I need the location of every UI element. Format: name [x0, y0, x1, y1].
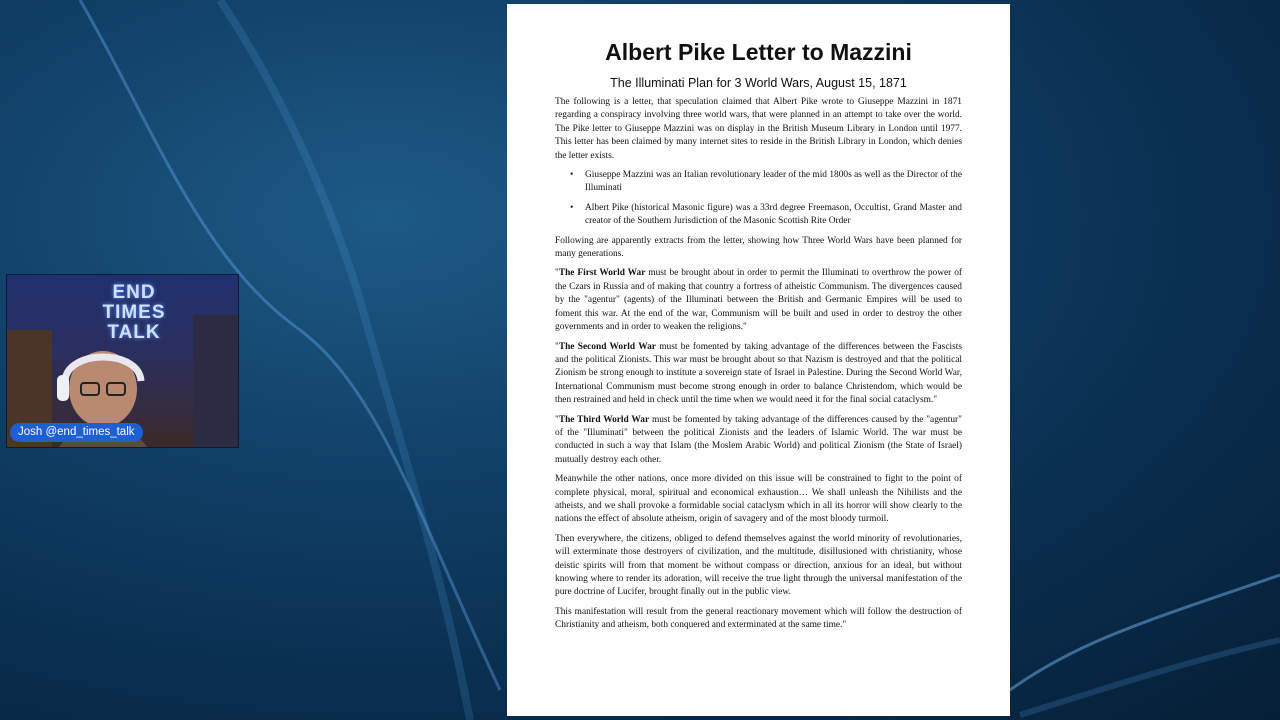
bullet-icon: •	[570, 202, 574, 213]
presenter-name-tag: Josh @end_times_talk	[10, 423, 143, 442]
bookshelf-right	[193, 315, 238, 447]
meanwhile-paragraph: Meanwhile the other nations, once more divided on this issue will be constrained to fight to the point of complete physical, moral, spiritual and economical exhaustion… We shall unleash the Nihilists and the atheists, and we shall provoke a formidable social cataclysm which in all its horror will show clearly to the nations the effect of absolute atheism, origin of savagery and of the most bloody turmoil.	[555, 474, 962, 525]
first-war-paragraph: "The First World War must be brought about in order to permit the Illuminati to overthrow the power of the Czars in Russia and of making that country a fortress of atheistic Communism. The divergences caused by the "agentur" (agents) of the Illuminati between the British and Germanic Empires will be used to foment this war. At the end of the war, Communism will be built and used in order to destroy the other governments and in order to weaken the religions."	[555, 268, 963, 333]
page-title: Albert Pike Letter to Mazzini	[605, 39, 912, 65]
then-everywhere-paragraph: Then everywhere, the citizens, obliged to defend themselves against the world minority of revolutionaries, will exterminate those destroyers of civilization, and the multitude, disillusioned with christianity, whose deistic spirits will from that moment be without compass or direction, anxious for an ideal, but without knowing where to render its adoration, will receive the true light through the universal manifestation of the pure doctrine of Lucifer, brought finally out in the public view.	[555, 533, 962, 598]
list-item	[570, 169, 962, 196]
first-war-heading: The First World War	[558, 268, 646, 279]
second-war-text: must be fomented by taking advantage of the differences between the Fascists and the political Zionists. This war must be brought about so that Nazism is destroyed and that the political Zionism be strong enough to institute a sovereign state of Israel in Palestine. During the Second World War, International Communism must become strong enough in order to balance Christendom, which would be then restrained and held in check until the time when we would need it for the final social cataclysm."	[555, 341, 962, 406]
page-subtitle: The Illuminati Plan for 3 World Wars, August 15, 1871	[610, 76, 907, 90]
bullet-text: Albert Pike (historical Masonic figure) was a 33rd degree Freemason, Occultist, Grand Master and creator of the Southern Jurisdiction of the Masonic Scottish Rite Order	[585, 202, 962, 227]
extracts-intro-paragraph: Following are apparently extracts from the letter, showing how Three World Wars have been planned for many generations.	[555, 235, 962, 260]
document-page	[507, 4, 1010, 716]
list-item	[570, 202, 962, 229]
webcam-overlay	[6, 274, 239, 448]
bullet-text: Giuseppe Mazzini was an Italian revolutionary leader of the mid 1800s as well as the Director of the Illuminati	[585, 170, 962, 194]
bullet-icon: •	[570, 170, 574, 181]
end-times-talk-logo: END TIMES TALK	[102, 282, 166, 343]
third-war-paragraph: "The Third World War must be fomented by taking advantage of the differences caused by the "agentur" of the "Illuminati" between the political Zionists and the leaders of Islamic World. The war must be conducted in such a way that Islam (the Moslem Arabic World) and political Zionism (the State of Israel) mutually destroy each other.	[555, 414, 962, 465]
third-war-heading: The Third World War	[558, 414, 650, 425]
final-paragraph: This manifestation will result from the general reactionary movement which will follow the destruction of Christianity and atheism, both conquered and exterminated at the same time."	[555, 606, 962, 631]
third-war-text: must be fomented by taking advantage of the differences caused by the "agentur" of the "Illuminati" between the political Zionists and the leaders of Islamic World. The war must be conducted in such a way that Islam (the Moslem Arabic World) and political Zionism (the State of Israel) mutually destroy each other.	[555, 414, 962, 465]
second-war-heading: The Second World War	[558, 341, 656, 352]
first-war-text: must be brought about in order to permit the Illuminati to overthrow the power of the Czars in Russia and of making that country a fortress of atheistic Communism. The divergences caused by the "agentur" (agents) of the Illuminati between the British and Germanic Empires will be used to foment this war. At the end of the war, Communism will be built and used in order to destroy the other governments and in order to weaken the religions."	[555, 268, 963, 333]
second-war-paragraph: "The Second World War must be fomented by taking advantage of the differences between the Fascists and the political Zionists. This war must be brought about so that Nazism is destroyed and that the political Zionism be strong enough to institute a sovereign state of Israel in Palestine. During the Second World War, International Communism must become strong enough in order to balance Christendom, which would be then restrained and held in check until the time when we would need it for the final social cataclysm."	[555, 341, 962, 406]
bullet-list	[555, 169, 962, 229]
intro-paragraph: The following is a letter, that speculation claimed that Albert Pike wrote to Giuseppe Mazzini in 1871 regarding a conspiracy involving three world wars, that were planned in an attempt to take over the world. The Pike letter to Giuseppe Mazzini was on display in the British Museum Library in London until 1977. This letter has been claimed by many internet sites to reside in the British Library in London, which denies the letter exists.	[555, 97, 962, 161]
